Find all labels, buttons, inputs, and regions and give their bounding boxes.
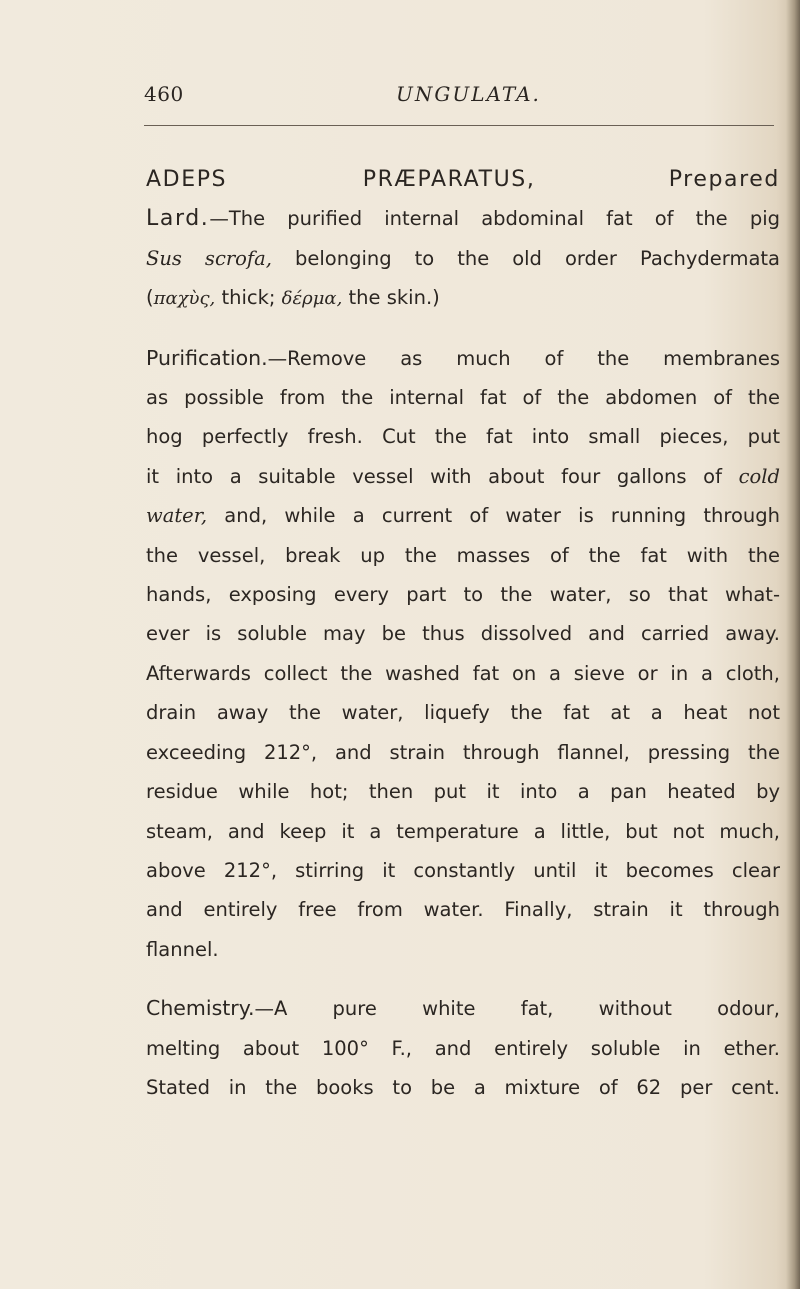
text-line: as possible from the internal fat of the abdomen of the <box>146 386 780 410</box>
header-rule <box>144 125 774 126</box>
text-line: melting about 100° F., and entirely soluble in ether. <box>146 1036 780 1060</box>
text-line <box>146 989 780 1028</box>
entry-title: ADEPS PRÆPARATUS, <box>146 167 536 192</box>
text-line: flannel. <box>146 937 219 961</box>
body-text: —A pure white fat, without odour, <box>254 997 780 1021</box>
section-heading: Purification. <box>146 345 268 370</box>
body-text: it into a suitable vessel with about four gallons of <box>146 464 739 488</box>
entry-text: the skin.) <box>342 286 440 310</box>
italic-text: cold <box>738 464 780 488</box>
paragraph-gap <box>146 969 780 989</box>
page-number: 460 <box>144 82 184 106</box>
text-line: the vessel, break up the masses of the fat with the <box>146 543 780 567</box>
body-text: and, while a current of water is running through <box>207 504 780 528</box>
text-line: drain away the water, liquefy the fat at a heat not <box>146 701 780 725</box>
text-line: Stated in the books to be a mixture of 62 per cent. <box>146 1075 780 1099</box>
entry-paragraph <box>146 160 780 319</box>
text-line: exceeding 212°, and strain through flannel, pressing the <box>146 740 780 764</box>
text-line: hog perfectly fresh. Cut the fat into small pieces, put <box>146 425 780 449</box>
text-line: residue while hot; then put it into a pan heated by <box>146 780 780 804</box>
entry-line <box>146 160 780 199</box>
page-body <box>146 160 780 1107</box>
text-line <box>146 339 780 378</box>
page-header <box>144 82 774 112</box>
page-edge-shadow <box>786 0 800 1289</box>
section-heading: Chemistry. <box>146 996 255 1021</box>
lard-word: Lard. <box>146 206 210 232</box>
body-text: —Remove as much of the membranes <box>267 346 780 370</box>
running-title: UNGULATA. <box>396 82 541 106</box>
text-line: steam, and keep it a temperature a little, but not much, <box>146 819 780 843</box>
text-line: Afterwards collect the washed fat on a sieve or in a cloth, <box>146 661 780 685</box>
text-line: above 212°, stirring it constantly until it becomes clear <box>146 858 780 882</box>
entry-line <box>146 239 780 278</box>
entry-text: thick; <box>215 286 282 310</box>
entry-text: belonging to the old order Pachydermata <box>294 246 780 270</box>
species-name: Sus scrofa, <box>146 246 272 270</box>
chemistry-paragraph <box>146 989 780 1107</box>
italic-text: water, <box>146 504 208 528</box>
greek-word: δέρμα, <box>281 288 343 310</box>
purification-paragraph <box>146 339 780 970</box>
entry-line <box>146 278 780 318</box>
text-line <box>146 496 780 535</box>
entry-text: —The purified internal abdominal fat of the pig <box>209 207 780 231</box>
text-line <box>146 457 780 496</box>
text-line: hands, exposing every part to the water, so that what- <box>146 583 780 607</box>
greek-word: παχὺς, <box>153 288 216 310</box>
paren: ( <box>146 286 154 310</box>
entry-title-translation: Prepared <box>668 167 780 192</box>
text-line: ever is soluble may be thus dissolved and carried away. <box>146 622 780 646</box>
paragraph-gap <box>146 319 780 339</box>
entry-line <box>146 199 780 238</box>
text-line: and entirely free from water. Finally, strain it through <box>146 898 780 922</box>
